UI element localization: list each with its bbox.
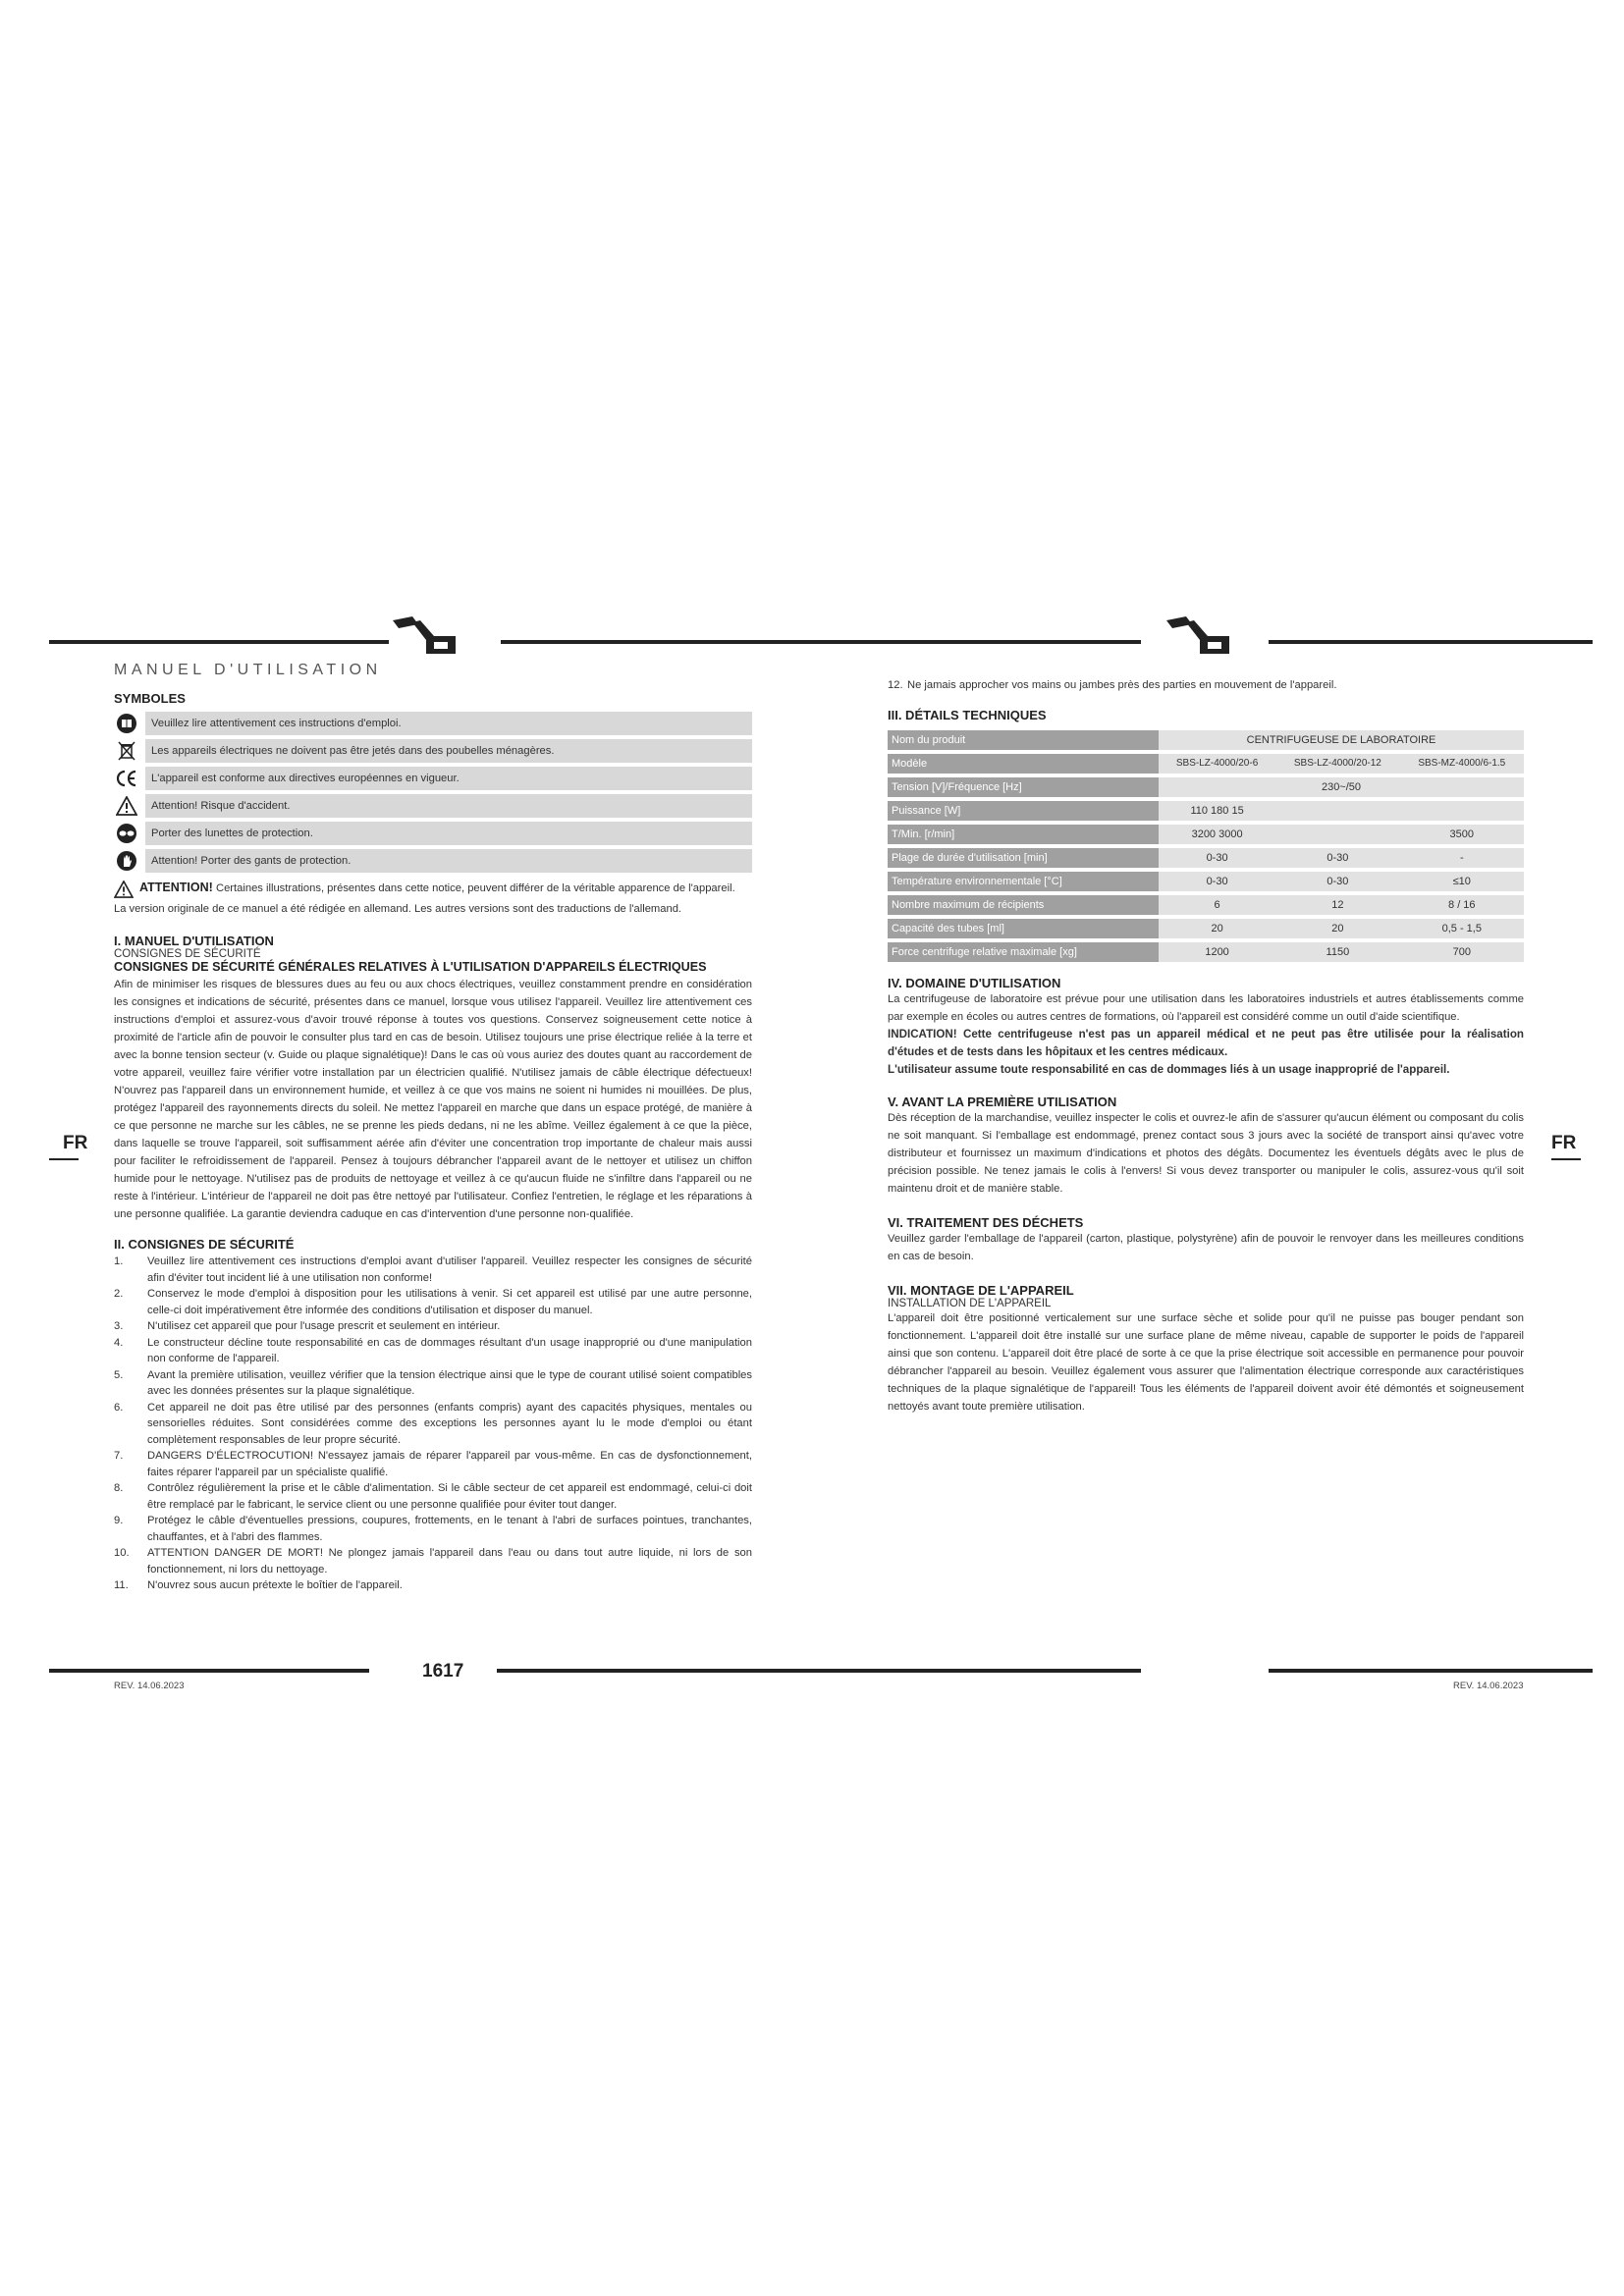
symbol-text: Attention! Porter des gants de protection. — [145, 849, 752, 873]
footer-rule-right — [1269, 1669, 1593, 1673]
section6-text: Veuillez garder l'emballage de l'appareil (carton, plastique, polystyrène) afin de pouvoir le renvoyer dans les meilleures conditions en cas de besoin. — [888, 1232, 1524, 1262]
table-row: Modèle SBS-LZ-4000/20-6 SBS-LZ-4000/20-12 SBS-MZ-4000/6-1.5 — [888, 754, 1524, 774]
right-page — [888, 675, 1524, 1415]
section6-heading: VI. TRAITEMENT DES DÉCHETS — [888, 1214, 1084, 1230]
footer-rule-left-a — [49, 1669, 369, 1673]
list-item: 10. ATTENTION DANGER DE MORT! Ne plongez jamais l'appareil dans l'eau ou dans tout autre liquide, ni lors de son fonctionnement, ni lors du nettoyage. — [114, 1547, 752, 1575]
section3-heading: III. DÉTAILS TECHNIQUES — [888, 707, 1047, 722]
list-item: 4. Le constructeur décline toute responsabilité en cas de dommages résultant d'un usage inapproprié ou d'une manipulation non conforme de l'appareil. — [114, 1336, 752, 1364]
attention-label: ATTENTION! — [139, 881, 213, 894]
header-rule-right — [1269, 640, 1593, 644]
side-bar-right — [1551, 1158, 1581, 1160]
list-item: 8. Contrôlez régulièrement la prise et le câble d'alimentation. Si le câble secteur de cet appareil est endommagé, celui-ci doit être remplacé par le fabricant, le service client ou une personne qualifiée pour éviter tout danger. — [114, 1482, 752, 1511]
section1-subheading: CONSIGNES DE SÉCURITÉ — [114, 948, 261, 960]
gloves-icon — [114, 849, 139, 873]
section5-text: Dès réception de la marchandise, veuillez inspecter le colis et ouvrez-le afin de s'assurer qu'aucun élément ou composant du colis ne soit manquant. Si l'emballage est endommagé, prenez contact sous 3 jours avec la société de transport ainsi qu'avec votre distributeur et fournissez un maximum d'indications et photos des dégâts. Documentez les éventuels dégâts avec le plus de précision possible. Ne tenez jamais le colis à l'envers! Si vous devez transporter ou manipuler le colis, assurez-vous qu'il soit maintenu droit et de manière stable. — [888, 1111, 1524, 1195]
list-item: 1. Veuillez lire attentivement ces instructions d'emploi avant d'utiliser l'appareil. Veuillez respecter les consignes de sécurité afin d'éviter tout incident lié à une utilisation non conforme! — [114, 1255, 752, 1284]
manual-title: MANUEL D'UTILISATION — [114, 662, 382, 678]
brand-logo-icon-right — [1164, 614, 1233, 658]
table-row: Nombre maximum de récipients 6 12 8 / 16 — [888, 895, 1524, 915]
section1-bold-heading: CONSIGNES DE SÉCURITÉ GÉNÉRALES RELATIVES À L'UTILISATION D'APPAREILS ÉLECTRIQUES — [114, 960, 707, 974]
safety-list-continued — [888, 677, 1524, 694]
list-item: 11. N'ouvrez sous aucun prétexte le boîtier de l'appareil. — [114, 1579, 403, 1591]
symbol-text: L'appareil est conforme aux directives européennes en vigueur. — [145, 767, 752, 790]
list-item: 5. Avant la première utilisation, veuillez vérifier que la tension électrique ainsi que le type de courant utilisé soient compatibles avec les données présentes sur la plaque signalétique. — [114, 1368, 752, 1397]
revision-right: REV. 14.06.2023 — [1453, 1681, 1524, 1691]
ce-mark-icon — [114, 767, 139, 790]
header-rule-left-a — [49, 640, 389, 644]
section7-subheading: INSTALLATION DE L'APPAREIL — [888, 1297, 1052, 1309]
section7-heading: VII. MONTAGE DE L'APPAREIL — [888, 1282, 1074, 1298]
symbol-row — [114, 712, 752, 735]
list-item: 7. DANGERS D'ÉLECTROCUTION! N'essayez jamais de réparer l'appareil par vous-même. En cas de dysfonctionnement, faites réparer l'appareil par un spécialiste qualifié. — [114, 1450, 752, 1478]
warning-triangle-icon — [114, 794, 139, 818]
section4-indication: INDICATION! Cette centrifugeuse n'est pas un appareil médical et ne peut pas être utilisée pour la réalisation d'études et de tests dans les hôpitaux et les centres médicaux. — [888, 1027, 1524, 1058]
section5-heading: V. AVANT LA PREMIÈRE UTILISATION — [888, 1094, 1117, 1109]
symbol-text: Veuillez lire attentivement ces instructions d'emploi. — [145, 712, 752, 735]
list-item: 12. Ne jamais approcher vos mains ou jambes près des parties en mouvement de l'appareil. — [888, 679, 1337, 691]
table-row: Température environnementale [°C] 0-30 0-30 ≤10 — [888, 872, 1524, 891]
side-label-right: FR — [1551, 1133, 1577, 1153]
symbol-row — [114, 739, 752, 763]
symbol-text: Les appareils électriques ne doivent pas être jetés dans des poubelles ménagères. — [145, 739, 752, 763]
list-item: 2. Conservez le mode d'emploi à disposition pour les utilisations à venir. Si cet appareil est utilisé par une autre personne, celle-ci doit impérativement être informée des conditions d'utilisation et disposer du manuel. — [114, 1288, 752, 1316]
goggles-icon — [114, 822, 139, 845]
symbol-row — [114, 767, 752, 790]
symbol-row — [114, 794, 752, 818]
header-rule-left-b — [501, 640, 1141, 644]
table-row: Tension [V]/Fréquence [Hz] 230~/50 — [888, 777, 1524, 797]
attention-note — [114, 881, 752, 898]
side-bar-left — [49, 1158, 79, 1160]
side-label-left: FR — [63, 1133, 88, 1153]
symbol-text: Porter des lunettes de protection. — [145, 822, 752, 845]
section1-heading: I. MANUEL D'UTILISATION — [114, 934, 274, 948]
symbol-text: Attention! Risque d'accident. — [145, 794, 752, 818]
read-manual-icon — [114, 712, 139, 735]
attention-warning-icon — [114, 881, 134, 898]
section4-heading: IV. DOMAINE D'UTILISATION — [888, 975, 1061, 990]
section4-responsibility: L'utilisateur assume toute responsabilité en cas de dommages liés à un usage inapproprié de l'appareil. — [888, 1062, 1450, 1076]
symbols-list — [114, 712, 752, 873]
attention-text: Certaines illustrations, présentes dans cette notice, peuvent différer de la véritable apparence de l'appareil. — [216, 882, 735, 894]
table-row: T/Min. [r/min] 3200 3000 3500 — [888, 825, 1524, 844]
table-row: Force centrifuge relative maximale [xg] 1200 1150 700 — [888, 942, 1524, 962]
technical-details-table — [888, 726, 1524, 966]
safety-list — [114, 1254, 752, 1594]
section7-text: L'appareil doit être positionné verticalement sur une surface sèche et solide pour qu'il ne puisse pas bouger pendant son fonctionnement. L'appareil doit être installé sur une surface plane de même niveau, capable de supporter le poids de l'appareil ainsi que son contenu. L'appareil doit être placé de sorte à ce que la prise électrique soit accessible en permanence pour pouvoir débrancher l'appareil au besoin. Veuillez également vous assurer que l'alimentation électrique corresponde aux caractéristiques techniques de la plaque signalétique de l'appareil! Tous les éléments de l'appareil doivent avoir été démontés et soigneusement nettoyés avant toute première utilisation. — [888, 1311, 1524, 1413]
table-row: Plage de durée d'utilisation [min] 0-30 0-30 - — [888, 848, 1524, 868]
brand-logo-icon — [391, 614, 460, 658]
section2-heading: II. CONSIGNES DE SÉCURITÉ — [114, 1237, 295, 1252]
table-row: Nom du produit CENTRIFUGEUSE DE LABORATOIRE — [888, 730, 1524, 750]
page-number: 1617 — [422, 1661, 464, 1682]
footer-rule-left-b — [497, 1669, 1141, 1673]
table-row: Puissance [W] 110 180 15 — [888, 801, 1524, 821]
symbols-heading: SYMBOLES — [114, 691, 186, 706]
symbol-row — [114, 849, 752, 873]
list-item: 9. Protégez le câble d'éventuelles pressions, coupures, frottements, en le tenant à l'abri de surfaces pointues, tranchantes, chauffantes, et à l'abri des flammes. — [114, 1515, 752, 1543]
section1-text: Afin de minimiser les risques de blessures dues au feu ou aux chocs électriques, veuillez constamment prendre en considération les consignes et indications de sécurité, présentes dans ce manuel, lorsque vous utilisez l'appareil. Veuillez lire attentivement ces instructions d'emploi et assurez-vous d'avoir trouvé réponse à toutes vos questions. Conservez soigneusement cette notice à proximité de l'article afin de pouvoir le consulter plus tard en cas de besoin. Utilisez toujours une prise électrique reliée à la terre et avec la bonne tension secteur (v. Guide ou plaque signalétique)! Dans le cas où vous auriez des doutes quant au raccordement de votre appareil, veuillez faire vérifier votre installation par un électricien qualifié. N'utilisez jamais de câble électrique défectueux! N'ouvrez pas l'appareil dans un environnement humide, et veillez à ce que vos mains ne soient ni humides ni mouillées. De plus, protégez l'appareil des rayonnements directs du soleil. Ne mettez l'appareil en marche que dans un espace protégé, de manière à ce que personne ne marche sur les câbles, ne se prenne les pieds dedans, ni ne les abîme. Veillez également à ce que la pièce, dans laquelle se trouve l'appareil, soit suffisamment aérée afin d'éviter une concentration trop importante de chaleur mais aussi pour faciliter le refroidissement de l'appareil. Pensez à toujours débrancher l'appareil avant de le nettoyer et utilisez un chiffon humide pour le nettoyage. N'utilisez pas de produits de nettoyage et veillez à ce qu'aucun fluide ne s'infiltre dans l'appareil ou ne reste à l'intérieur. L'intérieur de l'appareil ne doit pas être nettoyé par l'utilisateur. Confiez l'entretien, le réglage et les réparations à une personne qualifiée. La garantie deviendra caduque en cas d'intervention d'une personne non-qualifiée. — [114, 979, 752, 1220]
list-item: 6. Cet appareil ne doit pas être utilisé par des personnes (enfants compris) ayant des capacités physiques, mentales ou sensorielles réduites. Sont considérées comme des exceptions les personnes ayant lu le mode d'emploi ou étant complètement responsables de leur propre sécurité. — [114, 1401, 752, 1446]
symbol-row — [114, 822, 752, 845]
list-item: 3. N'utilisez cet appareil que pour l'usage prescrit et seulement en intérieur. — [114, 1320, 501, 1332]
section4-text: La centrifugeuse de laboratoire est prévue pour une utilisation dans les laboratoires industriels et autres établissements comme par exemple en écoles ou autres centres de formations, où l'appareil est considéré comme un outil d'aide scientifique. — [888, 992, 1524, 1023]
crossed-bin-icon — [114, 739, 139, 763]
original-version-note: La version originale de ce manuel a été rédigée en allemand. Les autres versions sont des traductions de l'allemand. — [114, 903, 682, 915]
table-row: Capacité des tubes [ml] 20 20 0,5 - 1,5 — [888, 919, 1524, 938]
left-page — [114, 662, 752, 1594]
revision-left: REV. 14.06.2023 — [114, 1681, 185, 1691]
